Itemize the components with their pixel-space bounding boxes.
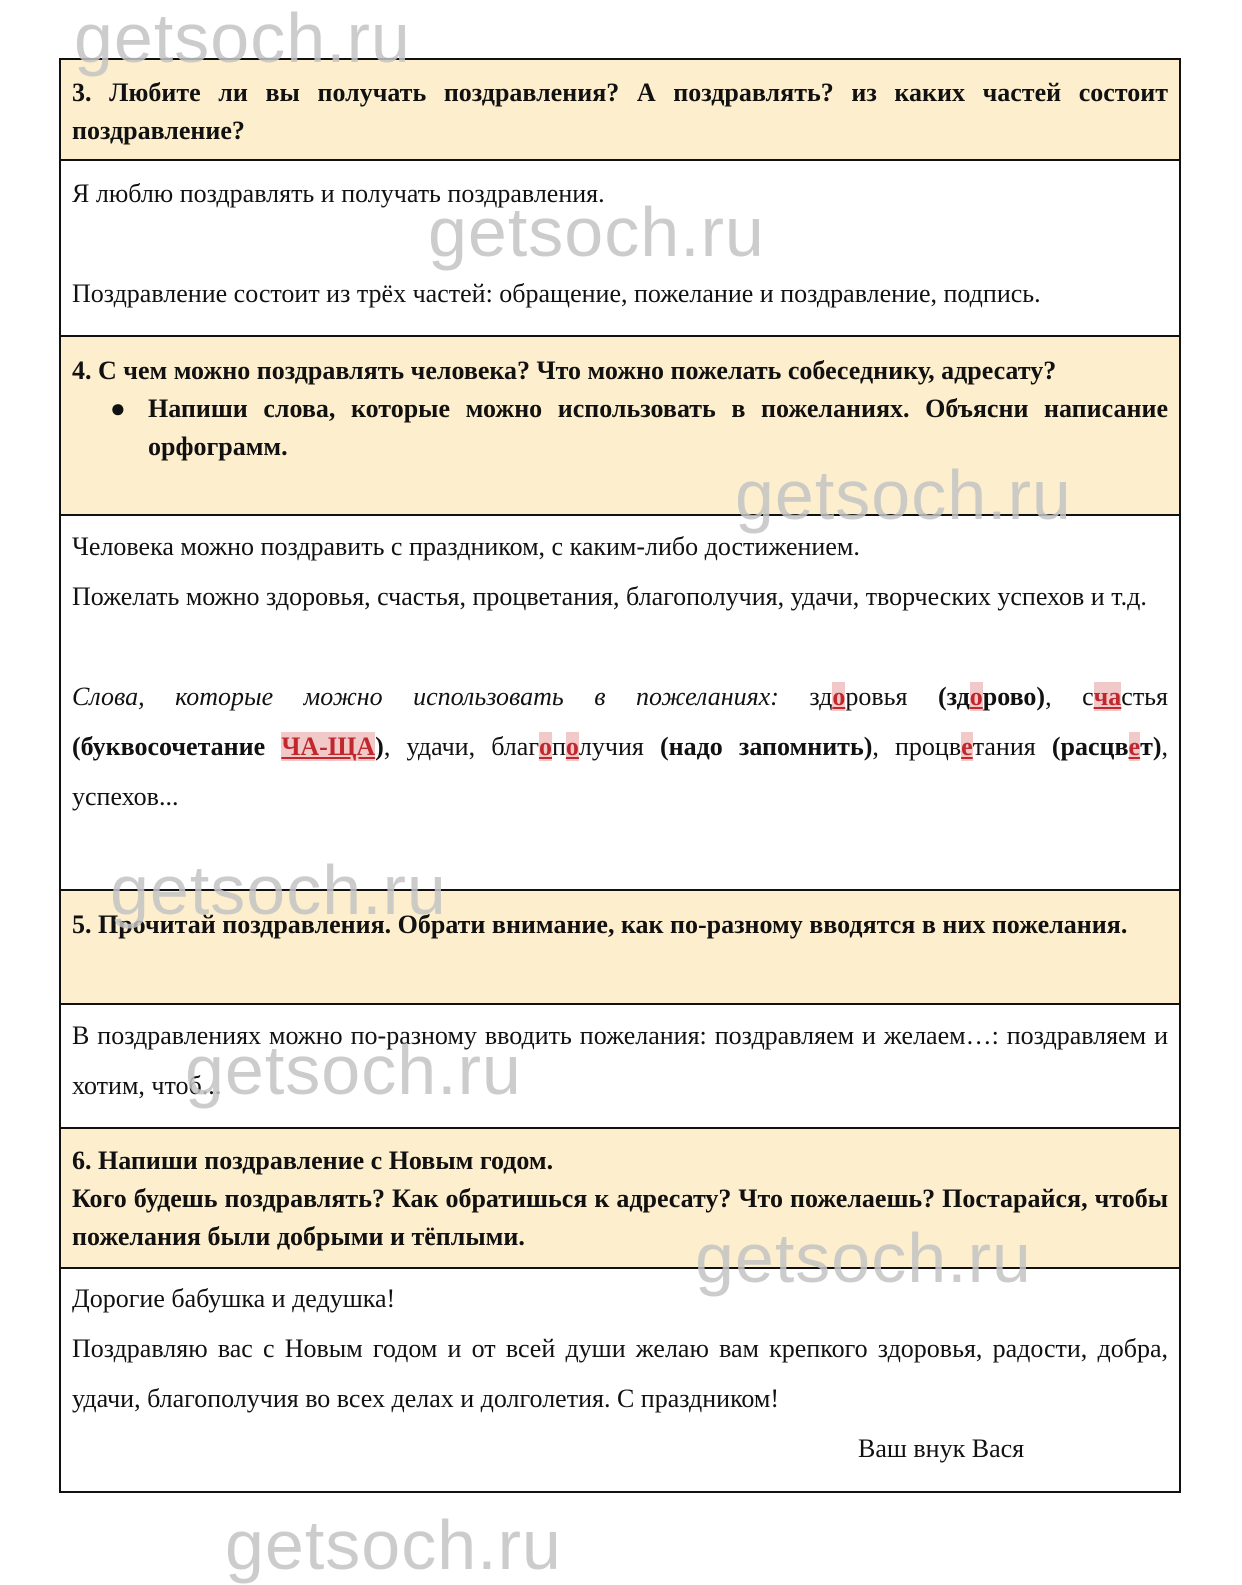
question-3 — [59, 58, 1181, 159]
word-text: (расцв — [1051, 732, 1129, 761]
watermark: getsoch.ru — [428, 193, 765, 271]
question-5 — [59, 889, 1181, 1003]
orthogram-highlight: о — [832, 682, 846, 711]
word-hint — [1052, 732, 1162, 761]
orthogram-highlight: ЧА-ЩА — [281, 732, 376, 761]
word-hint — [72, 732, 384, 761]
watermark: getsoch.ru — [185, 1031, 522, 1109]
watermark: getsoch.ru — [225, 1506, 562, 1584]
words-intro: Слова, которые можно использовать в пожеланиях: — [72, 682, 779, 711]
answer-4-line-2: Пожелать можно здоровья, счастья, процветания, благополучия, удачи, творческих успехов и т.д. — [72, 582, 1147, 611]
answer-4 — [59, 514, 1181, 889]
letter-body: Поздравляю вас с Новым годом и от всей души желаю вам крепкого здоровья, радости, добра, удачи, благополучия во всех делах и долголетия. С праздником! — [72, 1334, 1168, 1413]
word-text: зд — [778, 682, 833, 711]
bullet-dot-icon: ● — [110, 394, 126, 423]
answer-3-line-1: Я люблю поздравлять и получать поздравления. — [72, 179, 605, 208]
word-text: , с — [1045, 682, 1094, 711]
word-text: ровья — [845, 682, 938, 711]
orthogram-highlight: о — [538, 732, 552, 761]
question-4-bullet-text: Напиши слова, которые можно использовать в пожеланиях. Объясни написание орфограмм. — [148, 394, 1168, 461]
orthogram-highlight: о — [565, 732, 579, 761]
question-6-text: Кого будешь поздравлять? Как обратишься к адресату? Что пожелаешь? Постарайся, чтобы пожелания были добрыми и тёплыми. — [72, 1184, 1168, 1251]
word-text: , успехов... — [72, 732, 1169, 811]
question-6-title: 6. Напиши поздравление с Новым годом. — [72, 1146, 554, 1175]
question-5-text: 5. Прочитай поздравления. Обрати внимание, как по-разному вводятся в них пожелания. — [72, 910, 1128, 939]
word-hint — [938, 682, 1045, 711]
word-text: рово) — [982, 682, 1046, 711]
question-4-text: 4. С чем можно поздравлять человека? Что можно пожелать собеседнику, адресату? — [72, 356, 1057, 385]
answer-3 — [59, 159, 1181, 335]
question-4-bullet — [72, 390, 1168, 466]
word-text: лучия — [578, 732, 660, 761]
word-text: ) — [375, 732, 384, 761]
watermark: getsoch.ru — [110, 851, 447, 929]
word-hint: (надо запомнить) — [659, 732, 873, 761]
question-6 — [59, 1127, 1181, 1267]
answer-5-text: В поздравлениях можно по-разному вводить пожелания: поздравляем и желаем…: поздравляем и хотим, чтоб... — [72, 1021, 1168, 1100]
word-text: т) — [1140, 732, 1162, 761]
spacer — [72, 219, 1168, 269]
word-text: стья — [1121, 682, 1168, 711]
answer-6 — [59, 1267, 1181, 1493]
orthogram-highlight: ча — [1093, 682, 1122, 711]
watermark: getsoch.ru — [74, 0, 411, 77]
orthogram-highlight: о — [969, 682, 983, 711]
answer-4-words — [72, 672, 1168, 822]
watermark: getsoch.ru — [735, 456, 1072, 534]
answer-3-line-2: Поздравление состоит из трёх частей: обращение, пожелание и поздравление, подпись. — [72, 279, 1041, 308]
letter-greeting: Дорогие бабушка и дедушка! — [72, 1284, 396, 1313]
word-text: (буквосочетание — [72, 732, 282, 761]
question-4 — [59, 335, 1181, 514]
word-text: п — [551, 732, 566, 761]
watermark: getsoch.ru — [695, 1219, 1032, 1297]
spacer — [72, 622, 1168, 672]
question-3-text: 3. Любите ли вы получать поздравления? А поздравлять? из каких частей состоит поздравление? — [72, 78, 1168, 145]
worksheet-table — [59, 58, 1181, 1493]
word-text: , процв — [872, 732, 962, 761]
word-text: (зд — [937, 682, 970, 711]
word-text: , удачи, благ — [383, 732, 539, 761]
letter-signature: Ваш внук Вася — [858, 1434, 1025, 1463]
orthogram-highlight: е — [1128, 732, 1141, 761]
answer-5 — [59, 1003, 1181, 1127]
word-text: тания — [972, 732, 1052, 761]
answer-4-line-1: Человека можно поздравить с праздником, с каким-либо достижением. — [72, 532, 860, 561]
orthogram-highlight: е — [961, 732, 973, 761]
